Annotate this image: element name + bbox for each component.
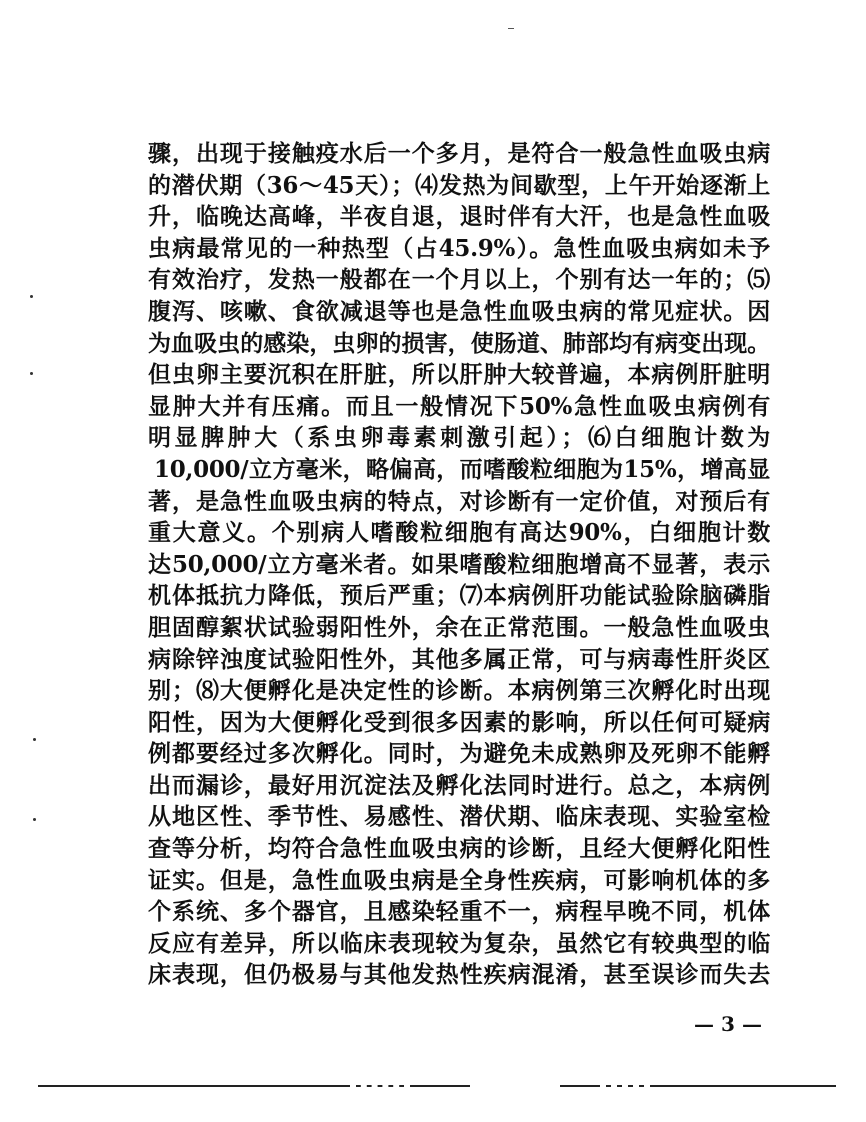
text-line: 的潜伏期（36～45天）；⑷发热为间歇型，上午开始逐渐上 xyxy=(148,171,770,199)
text-line: 例都要经过多次孵化。同时，为避免未成熟卵及死卵不能孵 xyxy=(148,740,770,768)
scan-speck xyxy=(33,818,36,821)
text-line: 出而漏诊，最好用沉淀法及孵化法同时进行。总之，本病例 xyxy=(148,771,770,799)
text-line: 升，临晚达高峰，半夜自退，退时伴有大汗，也是急性血吸 xyxy=(148,203,770,231)
body-text xyxy=(148,138,770,991)
text-line: 但虫卵主要沉积在肝脏，所以肝肿大较普遍，本病例肝脏明 xyxy=(148,361,770,389)
text-line: 著，是急性血吸虫病的特点，对诊断有一定价值，对预后有 xyxy=(148,487,770,515)
rule-gap xyxy=(350,1085,410,1087)
text-line: 反应有差异，所以临床表现较为复杂，虽然它有较典型的临 xyxy=(148,929,770,957)
text-line: 查等分析，均符合急性血吸虫病的诊断，且经大便孵化阳性 xyxy=(148,835,770,863)
rule-gap xyxy=(600,1085,650,1087)
text-line: 从地区性、季节性、易感性、潜伏期、临床表现、实验室检 xyxy=(148,803,770,831)
scan-speck xyxy=(33,738,36,741)
scan-mark xyxy=(508,28,514,29)
text-line: 别；⑻大便孵化是决定性的诊断。本病例第三次孵化时出现 xyxy=(148,677,770,705)
bottom-rule xyxy=(38,1085,836,1087)
text-line: 重大意义。个别病人嗜酸粒细胞有高达90%，白细胞计数 xyxy=(148,519,770,547)
text-line: 阳性，因为大便孵化受到很多因素的影响，所以任何可疑病 xyxy=(148,708,770,736)
text-line: 明显脾肿大（系虫卵毒素刺激引起）；⑹白细胞计数为 xyxy=(148,424,770,452)
page-number: — 3 — xyxy=(694,1012,762,1036)
text-line: 10,000/立方毫米，略偏高，而嗜酸粒细胞为15%，增高显 xyxy=(154,455,770,483)
text-line: 有效治疗，发热一般都在一个月以上，个别有达一年的；⑸ xyxy=(148,266,770,294)
text-line: 胆固醇絮状试验弱阳性外，余在正常范围。一般急性血吸虫 xyxy=(148,613,770,641)
text-line: 个系统、多个器官，且感染轻重不一，病程早晚不同，机体 xyxy=(148,898,770,926)
text-line: 机体抵抗力降低，预后严重；⑺本病例肝功能试验除脑磷脂 xyxy=(148,582,770,610)
text-line: 证实。但是，急性血吸虫病是全身性疾病，可影响机体的多 xyxy=(148,866,770,894)
text-line: 虫病最常见的一种热型（占45.9%）。急性血吸虫病如未予 xyxy=(148,234,770,262)
text-line: 骤，出现于接触疫水后一个多月，是符合一般急性血吸虫病 xyxy=(148,140,770,167)
rule-gap xyxy=(470,1085,560,1088)
scan-speck xyxy=(30,295,33,298)
text-line: 为血吸虫的感染，虫卵的损害，使肠道、肺部均有病变出现。 xyxy=(148,329,770,357)
scan-speck xyxy=(30,372,33,375)
text-line: 病除锌浊度试验阳性外，其他多属正常，可与病毒性肝炎区 xyxy=(148,645,770,673)
text-line: 床表现，但仍极易与其他发热性疾病混淆，甚至误诊而失去 xyxy=(148,961,770,989)
text-line: 达50,000/立方毫米者。如果嗜酸粒细胞增高不显著，表示 xyxy=(148,550,770,578)
text-line: 显肿大并有压痛。而且一般情况下50%急性血吸虫病例有 xyxy=(148,392,770,420)
text-line: 腹泻、咳嗽、食欲减退等也是急性血吸虫病的常见症状。因 xyxy=(148,297,770,325)
